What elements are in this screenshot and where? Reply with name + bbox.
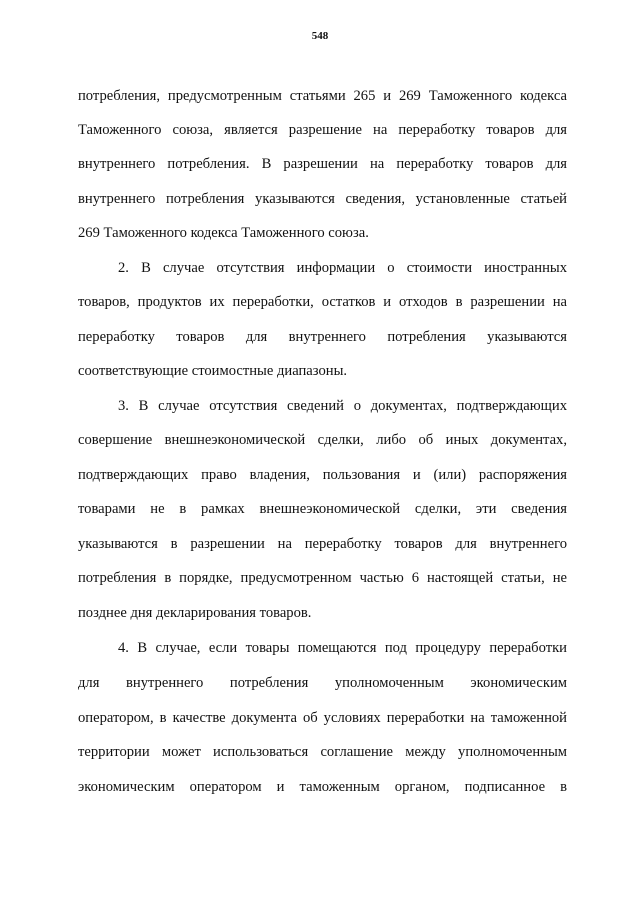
text-line: оператором, в качестве документа об условиях переработки на таможенной [78,710,567,726]
text-line: переработку товаров для внутреннего потребления указываются [78,329,567,345]
text-line: потребления, предусмотренным статьями 265 и 269 Таможенного кодекса [78,88,567,104]
text-line: 2. В случае отсутствия информации о стоимости иностранных [118,260,567,276]
text-line: внутреннего потребления указываются сведения, установленные статьей [78,191,567,207]
text-line: подтверждающих право владения, пользования и (или) распоряжения [78,467,567,483]
text-line: 4. В случае, если товары помещаются под процедуру переработки [118,640,567,656]
text-line: 269 Таможенного кодекса Таможенного союза. [78,225,369,241]
text-line: внутреннего потребления. В разрешении на переработку товаров для [78,156,567,172]
text-line: потребления в порядке, предусмотренном частью 6 настоящей статьи, не [78,570,567,586]
text-line: товарами не в рамках внешнеэкономической сделки, эти сведения [78,501,567,517]
text-line: совершение внешнеэкономической сделки, либо об иных документах, [78,432,567,448]
page-number: 548 [311,30,329,42]
text-line: соответствующие стоимостные диапазоны. [78,363,348,379]
text-line: товаров, продуктов их переработки, остатков и отходов в разрешении на [78,294,567,310]
text-line: позднее дня декларирования товаров. [78,605,312,621]
text-line: Таможенного союза, является разрешение на переработку товаров для [78,122,567,138]
text-line: указываются в разрешении на переработку товаров для внутреннего [78,536,567,552]
text-line: 3. В случае отсутствия сведений о документах, подтверждающих [118,398,567,414]
text-line: для внутреннего потребления уполномоченным экономическим [78,675,567,691]
text-line: территории может использоваться соглашение между уполномоченным [78,744,567,760]
text-line: экономическим оператором и таможенным органом, подписанное в [78,779,567,795]
